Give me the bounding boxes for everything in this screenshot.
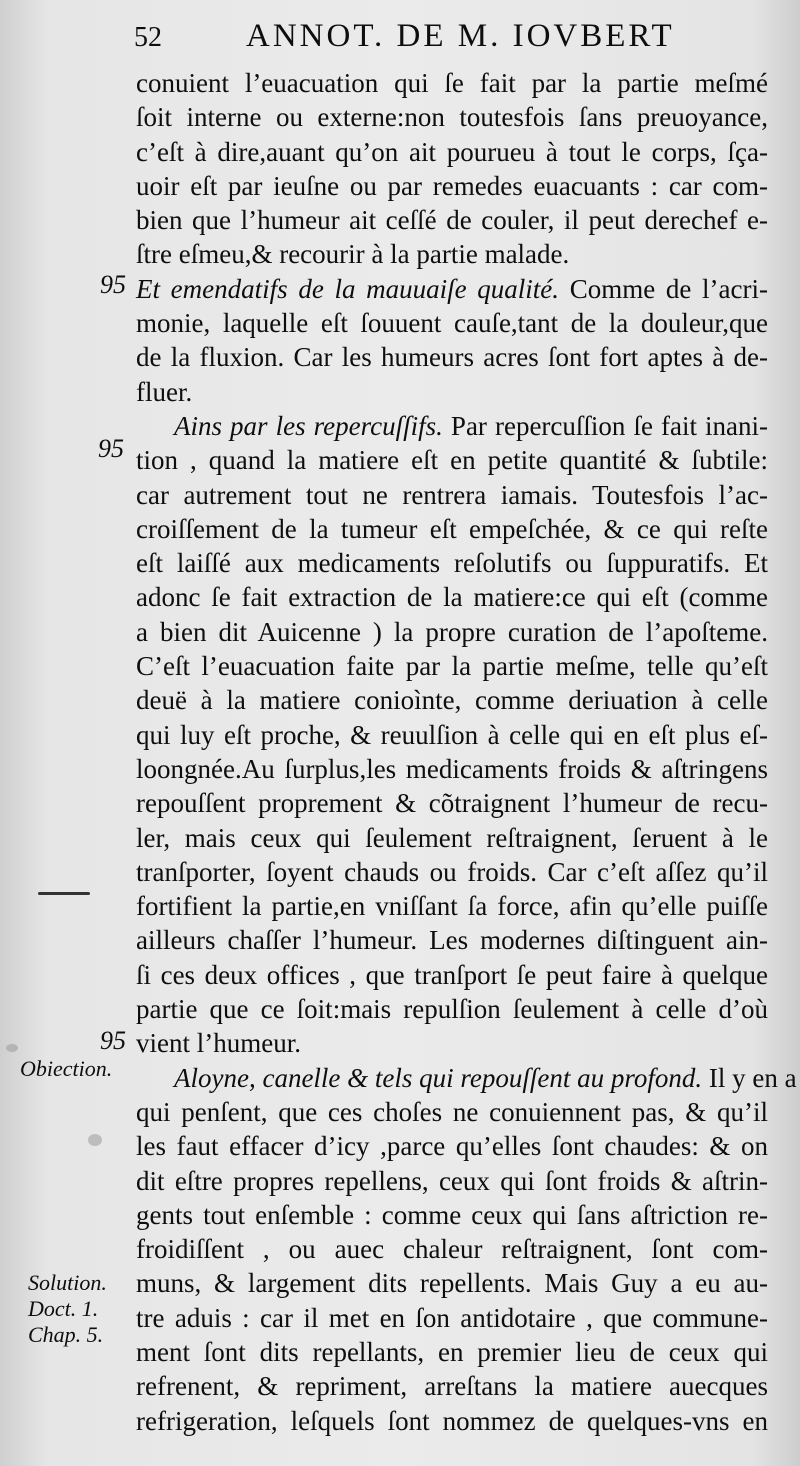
line-text: ailleurs chaſſer l’humeur. Les modernes diſtinguent ain- [136, 925, 768, 956]
line-text: froidiſſent , ou auec chaleur reſtraignent, ſont com- [136, 1234, 768, 1265]
text-line [136, 1369, 768, 1403]
line-text: de la fluxion. Car les humeurs acres ſont fort aptes à de- [136, 342, 768, 373]
text-line [136, 443, 768, 477]
line-text: ler, mais ceux qui ſeulement reſtraignent, ſeruent à le [136, 822, 768, 853]
text-line [136, 855, 768, 889]
text-line [136, 512, 768, 546]
line-text: tranſporter, ſoyent chauds ou froids. Car c’eſt aſſez qu’il [136, 856, 768, 887]
line-text: dit eſtre propres repellens, ceux qui ſont froids & aſtrin- [136, 1165, 768, 1196]
text-line [136, 100, 768, 134]
line-text: adonc ſe fait extraction de la matiere:ce qui eſt (comme [136, 582, 768, 613]
text-line [136, 1266, 768, 1300]
italic-lemma: Ains par les repercuſſifs. [174, 410, 443, 441]
margin-note-number: 95 [100, 270, 126, 299]
text-line [136, 306, 768, 340]
line-text: fortifient la partie,en vniſſant ſa force, afin qu’elle puiſſe [136, 891, 768, 922]
text-line [136, 889, 768, 923]
text-line [136, 1198, 768, 1232]
line-text: ſoit interne ou externe:non toutesfois ſans preuoyance, [136, 102, 768, 133]
line-text: Par repercuſſion ſe fait inani- [442, 410, 768, 441]
line-text: eſt laiſſé aux medicaments reſolutifs ou ſuppuratifs. Et [136, 548, 768, 579]
text-line [136, 821, 768, 855]
line-text: deuë à la matiere conioìnte, comme deriuation à celle [136, 685, 768, 716]
margin-note-number: 95 [100, 1026, 126, 1055]
italic-lemma: Aloyne, canelle & tels qui repouſſent au profond. [174, 1062, 703, 1093]
line-text: croiſſement de la tumeur eſt empeſchée, & ce qui reſte [136, 513, 768, 544]
text-line [136, 1095, 768, 1129]
text-line [136, 66, 768, 100]
line-text: refrenent, & repriment, arreſtans la matiere auecques [136, 1371, 768, 1402]
margin-rule-mark [38, 892, 90, 895]
ink-spot [6, 1044, 18, 1052]
text-line [136, 718, 768, 752]
text-line [136, 1164, 768, 1198]
text-line [136, 958, 768, 992]
line-text: qui penſent, que ces choſes ne conuiennent pas, & qu’il [136, 1096, 768, 1127]
text-line [136, 615, 768, 649]
line-text: tion , quand la matiere eſt en petite quantité & ſubtile: [136, 445, 768, 476]
text-line [136, 992, 768, 1026]
text-line [136, 1404, 768, 1438]
line-text: conuient l’euacuation qui ſe fait par la partie meſmé [136, 68, 768, 98]
text-line [136, 203, 768, 237]
margin-note-chap: Chap. 5. [28, 1322, 104, 1347]
text-line [136, 135, 768, 169]
line-text: muns, & largement dits repellents. Mais Guy a eu au- [136, 1268, 768, 1299]
text-line [136, 923, 768, 957]
line-text: refrigeration, leſquels ſont nommez de quelques-vns en [136, 1405, 768, 1436]
text-line [136, 1026, 768, 1060]
margin-note-solution: Solution. [28, 1270, 107, 1295]
text-line [136, 546, 768, 580]
line-text: repouſſent proprement & cõtraignent l’humeur de recu- [136, 788, 768, 819]
line-text: ment ſont dits repellants, en premier lieu de ceux qui [136, 1336, 768, 1367]
line-text: tre aduis : car il met en ſon antidotaire , que commune- [136, 1302, 768, 1333]
text-line [136, 272, 768, 306]
text-line [136, 683, 768, 717]
text-line [136, 169, 768, 203]
line-text: car autrement tout ne rentrera iamais. Toutesfois l’ac- [136, 479, 768, 510]
text-line [136, 752, 768, 786]
line-text: loongnée.Au ſurplus,les medicaments froids & aſtringens [136, 753, 768, 784]
margin-note-objection: Obiection. [20, 1056, 113, 1081]
page-number: 52 [134, 22, 162, 53]
line-text: a bien dit Auicenne ) la propre curation de l’apoſteme. [136, 616, 768, 647]
line-text: vient l’humeur. [136, 1028, 301, 1059]
text-line [136, 1129, 768, 1163]
line-text: bien que l’humeur ait ceſſé de couler, il peut derechef e- [136, 205, 768, 236]
line-text: C’eſt l’euacuation faite par la partie meſme, telle qu’eſt [136, 651, 768, 682]
text-line [136, 237, 768, 271]
line-text: monie, laquelle eſt ſouuent cauſe,tant de la douleur,que [136, 308, 768, 339]
line-text: partie que ce ſoit:mais repulſion ſeulement à celle d’où [136, 994, 768, 1025]
text-line [136, 478, 768, 512]
ink-spot [88, 1134, 102, 1146]
italic-lemma: Et emendatifs de la mauuaiſe qualité. [136, 273, 560, 304]
line-text: Il y en a [702, 1062, 797, 1093]
text-line [136, 1232, 768, 1266]
margin-note-number: 95 [98, 434, 124, 463]
line-text: qui luy eſt proche, & reuulſion à celle qui en eſt plus eſ- [136, 719, 768, 750]
line-text: c’eſt à dire,auant qu’on ait pourueu à tout le corps, ſça- [136, 136, 768, 167]
line-text: gents tout enſemble : comme ceux qui ſans aſtriction re- [136, 1199, 768, 1230]
text-line [136, 340, 768, 374]
text-line [136, 649, 768, 683]
text-line [136, 580, 768, 614]
page-header [134, 14, 700, 64]
line-text: ſi ces deux offices , que tranſport ſe peut faire à quelque [136, 959, 768, 990]
line-text: les faut effacer d’icy ,parce qu’elles ſont chaudes: & on [136, 1131, 768, 1162]
body-text [136, 66, 797, 1438]
margin-note-doct: Doct. 1. [28, 1296, 99, 1321]
line-text: uoir eſt par ieuſne ou par remedes euacuants : car com- [136, 170, 768, 201]
line-text: ſtre eſmeu,& recourir à la partie malade. [136, 239, 570, 270]
text-line [136, 1335, 768, 1369]
line-text: Comme de l’acri- [559, 273, 768, 304]
running-head: ANNOT. DE M. IOVBERT [246, 18, 675, 54]
text-line [136, 1061, 797, 1095]
text-line [136, 409, 768, 443]
text-line [136, 786, 768, 820]
text-line [136, 1301, 768, 1335]
line-text: fluer. [136, 376, 193, 407]
text-line [136, 375, 768, 409]
